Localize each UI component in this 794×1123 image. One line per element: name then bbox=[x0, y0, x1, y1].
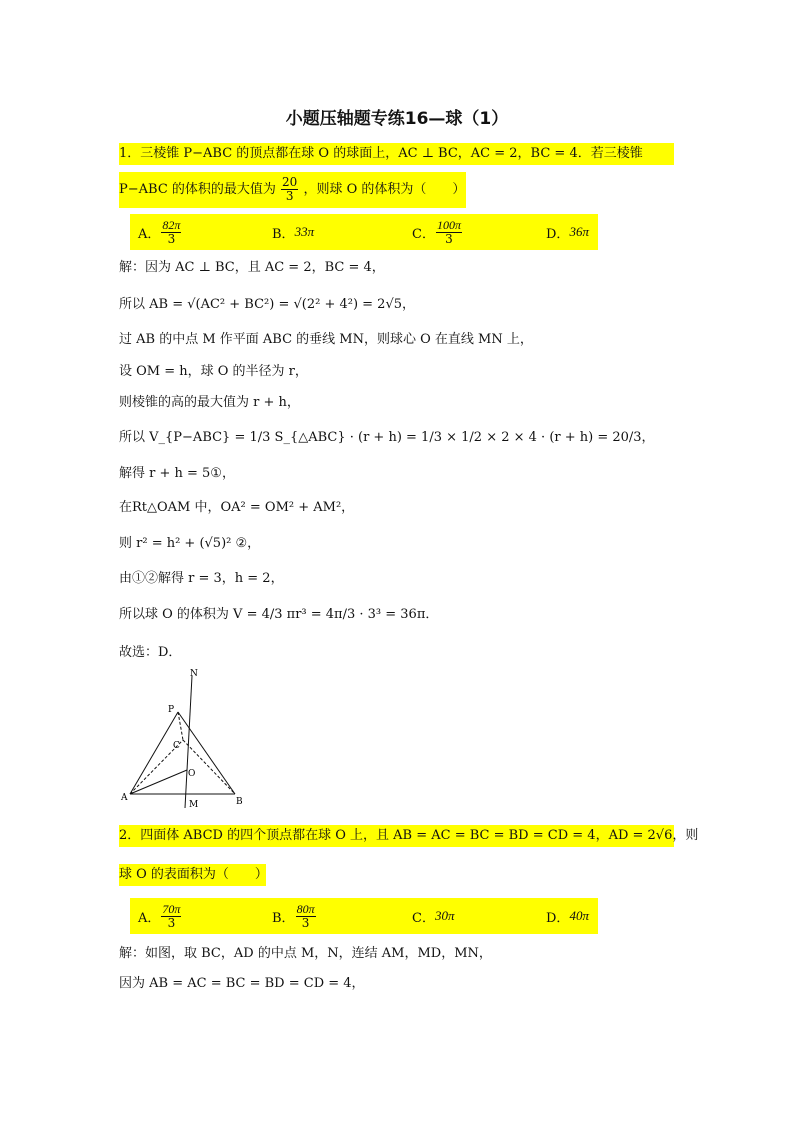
option-label: D． bbox=[546, 910, 570, 926]
q2-options-highlight bbox=[130, 898, 598, 934]
label-n: N bbox=[190, 669, 198, 679]
option-value: 33π bbox=[294, 224, 315, 239]
option-fraction bbox=[161, 903, 181, 930]
q1-solution-line: 则棱锥的高的最大值为 r + h， bbox=[119, 395, 300, 410]
q1-option-a bbox=[138, 214, 182, 250]
option-label: A． bbox=[138, 226, 161, 242]
fraction-denominator: 3 bbox=[445, 231, 453, 246]
q1-solution-line: 故选：D． bbox=[119, 645, 182, 660]
label-m: M bbox=[189, 800, 199, 810]
label-o: O bbox=[188, 769, 196, 779]
q1-stem-line2-post: ，则球 O 的体积为（ ） bbox=[303, 182, 466, 197]
option-label: C． bbox=[412, 226, 435, 242]
option-value: 30π bbox=[434, 908, 455, 923]
q1-solution-line: 由①②解得 r = 3，h = 2， bbox=[119, 571, 284, 586]
q1-solution-line: 过 AB 的中点 M 作平面 ABC 的垂线 MN，则球心 O 在直线 MN 上， bbox=[119, 332, 533, 347]
q2-option-b bbox=[272, 898, 317, 934]
q1-option-c bbox=[412, 214, 463, 250]
fraction-denominator: 3 bbox=[167, 915, 176, 930]
q2-solution-line: 因为 AB = AC = BC = BD = CD = 4， bbox=[119, 976, 365, 991]
line-mn bbox=[185, 676, 192, 808]
q1-stem-line2 bbox=[119, 172, 465, 208]
fraction-denominator: 3 bbox=[301, 915, 310, 930]
q2-option-d bbox=[546, 898, 589, 934]
q1-solution-line: 则 r² = h² + (√5)² ②， bbox=[119, 536, 261, 551]
option-fraction bbox=[436, 219, 462, 246]
q2-stem-line1: 2．四面体 ABCD 的四个顶点都在球 O 上，且 AB = AC = BC = BD = CD = 4，AD = 2√6，则 bbox=[119, 828, 699, 843]
fraction-numerator: 100π bbox=[436, 217, 461, 232]
option-label: D． bbox=[546, 226, 570, 242]
q1-stem-line2-pre: P−ABC 的体积的最大值为 bbox=[119, 182, 276, 197]
option-label: B． bbox=[272, 226, 295, 242]
option-fraction bbox=[296, 903, 316, 930]
q2-option-a bbox=[138, 898, 182, 934]
q1-solution-line: 在Rt△OAM 中，OA² = OM² + AM²， bbox=[119, 500, 355, 515]
q1-max-volume-fraction bbox=[281, 176, 298, 203]
fraction-denominator: 3 bbox=[167, 231, 176, 246]
segment-ao bbox=[130, 770, 187, 794]
label-c: C bbox=[173, 741, 180, 751]
fraction-numerator: 20 bbox=[282, 175, 298, 189]
q1-solution-line: 所以 AB = √(AC² + BC²) = √(2² + 4²) = 2√5， bbox=[119, 297, 416, 312]
option-label: B． bbox=[272, 910, 295, 926]
page-title: 小题压轴题专练16—球（1） bbox=[285, 109, 509, 129]
q1-option-d bbox=[546, 214, 589, 250]
fraction-numerator: 80π bbox=[296, 901, 315, 916]
option-value: 40π bbox=[569, 908, 589, 923]
label-a: A bbox=[121, 793, 128, 803]
q1-solution-line: 所以 V_{P−ABC} = 1/3 S_{△ABC} · (r + h) = 1/3 × 1/2 × 2 × 4 · (r + h) = 20/3， bbox=[119, 430, 655, 445]
option-fraction bbox=[161, 219, 181, 246]
tetrahedron-sphere-figure bbox=[115, 668, 255, 813]
fraction-numerator: 70π bbox=[162, 901, 181, 916]
option-label: A． bbox=[138, 910, 161, 926]
q1-solution-line: 解得 r + h = 5①， bbox=[119, 466, 235, 481]
label-b: B bbox=[236, 797, 243, 807]
label-p: P bbox=[168, 705, 175, 715]
q2-stem-line2: 球 O 的表面积为（ ） bbox=[119, 867, 268, 882]
q1-solution-line: 设 OM = h，球 O 的半径为 r， bbox=[119, 364, 308, 379]
edge-cb bbox=[183, 740, 235, 794]
q2-solution-line: 解：如图，取 BC，AD 的中点 M，N，连结 AM，MD，MN， bbox=[119, 946, 492, 961]
q1-options-highlight bbox=[130, 214, 598, 250]
fraction-numerator: 82π bbox=[162, 217, 181, 232]
option-label: C． bbox=[412, 910, 435, 926]
q1-solution-line: 所以球 O 的体积为 V = 4/3 πr³ = 4π/3 · 3³ = 36π． bbox=[119, 607, 439, 622]
q1-stem-line1: 1．三棱锥 P−ABC 的顶点都在球 O 的球面上，AC ⊥ BC，AC = 2，BC = 4．若三棱锥 bbox=[119, 146, 643, 161]
q1-solution-line: 解：因为 AC ⊥ BC，且 AC = 2，BC = 4， bbox=[119, 260, 385, 275]
q1-option-b bbox=[272, 214, 314, 250]
fraction-denominator: 3 bbox=[285, 189, 294, 203]
q2-option-c bbox=[412, 898, 454, 934]
option-value: 36π bbox=[569, 224, 589, 239]
